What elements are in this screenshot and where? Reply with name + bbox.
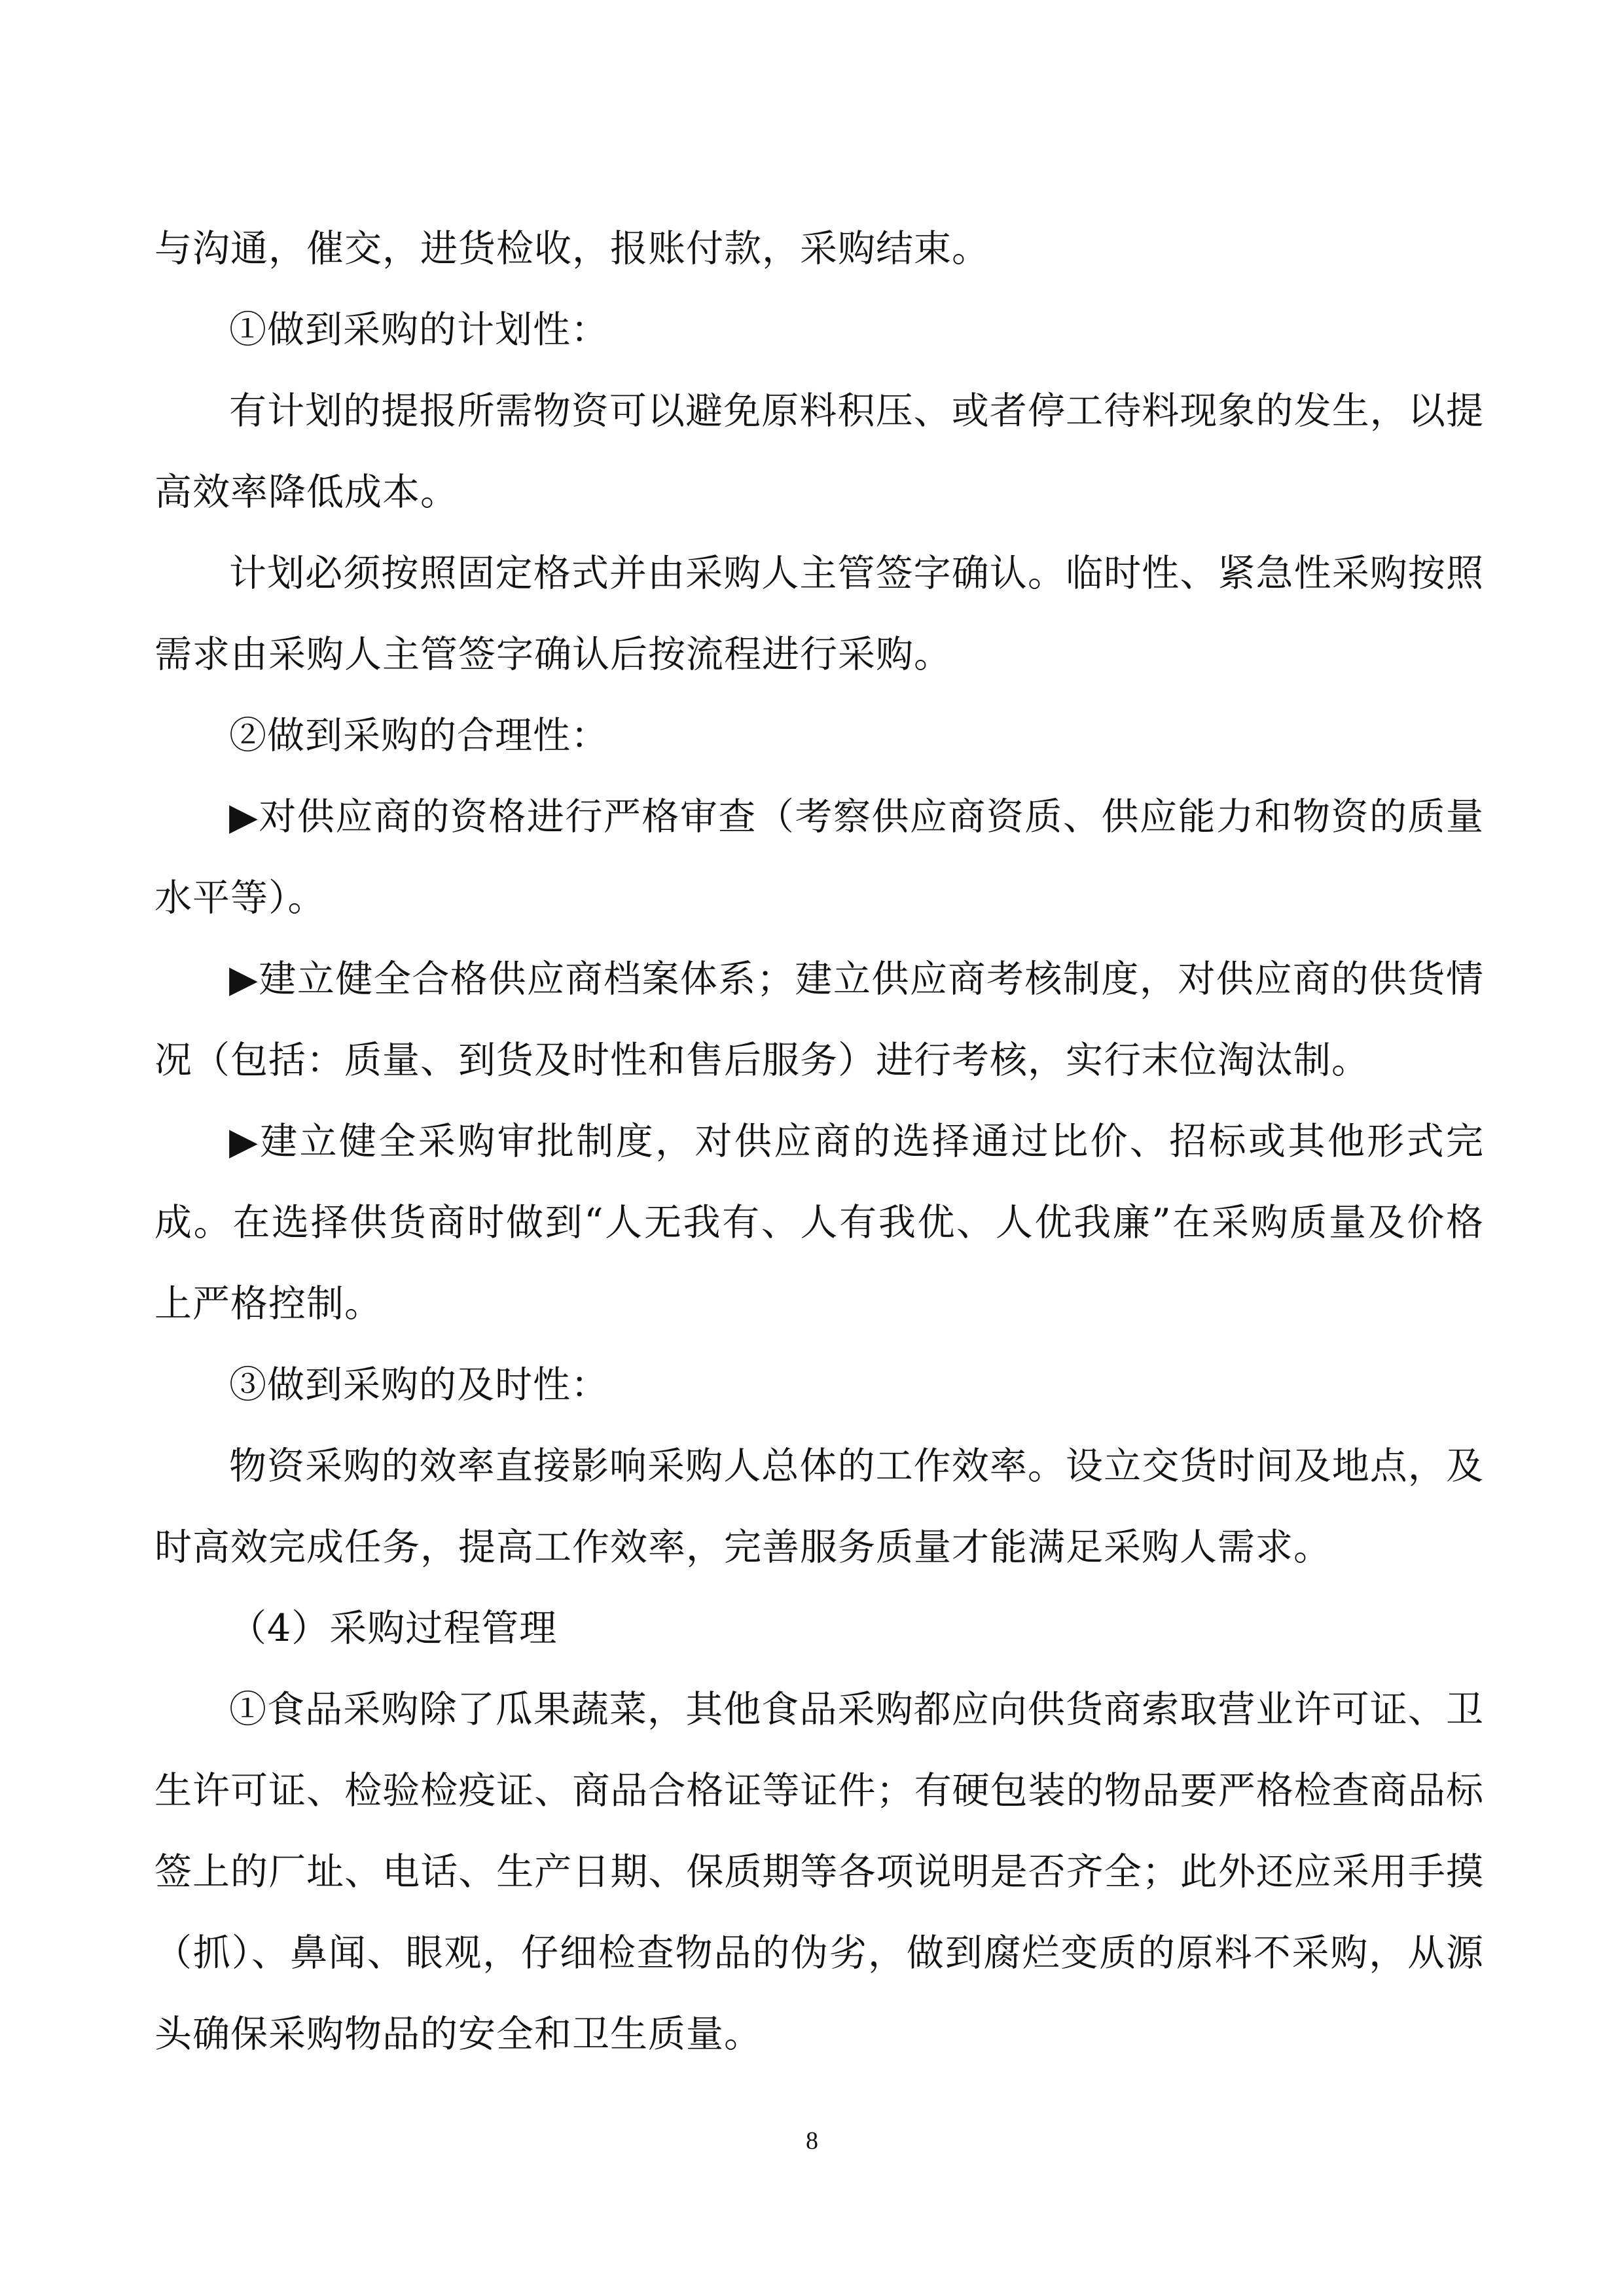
paragraph-food-procurement: ①食品采购除了瓜果蔬菜，其他食品采购都应向供货商索取营业许可证、卫生许可证、检验检疫证、商品合格证等证件；有硬包装的物品要严格检查商品标签上的厂址、电话、生产日期、保质期等各项说明是否齐全；此外还应采用手摸（抓）、鼻闻、眼观，仔细检查物品的伪劣，做到腐烂变质的原料不采购，从源头确保采购物品的安全和卫生质量。: [154, 1688, 1484, 2056]
paragraph-planning-approval: 计划必须按照固定格式并由采购人主管签字确认。临时性、紧急性采购按照需求由采购人主管签字确认后按流程进行采购。: [154, 552, 1484, 676]
heading-timeliness: ③做到采购的及时性：: [229, 1363, 609, 1407]
bullet-supplier-review: ▶对供应商的资格进行严格审查（考察供应商资质、供应能力和物资的质量水平等）。: [154, 795, 1484, 920]
heading-rationality: ②做到采购的合理性：: [229, 714, 609, 757]
paragraph-timeliness: 物资采购的效率直接影响采购人总体的工作效率。设立交货时间及地点，及时高效完成任务，提高工作效率，完善服务质量才能满足采购人需求。: [154, 1444, 1484, 1569]
heading-planning: ①做到采购的计划性：: [229, 308, 609, 351]
bullet-approval-system: ▶建立健全采购审批制度，对供应商的选择通过比价、招标或其他形式完成。在选择供货商时做到“人无我有、人有我优、人优我廉”在采购质量及价格上严格控制。: [154, 1120, 1484, 1325]
paragraph-planning-benefit: 有计划的提报所需物资可以避免原料积压、或者停工待料现象的发生，以提高效率降低成本。: [154, 389, 1484, 514]
bullet-supplier-archive: ▶建立健全合格供应商档案体系；建立供应商考核制度，对供应商的供货情况（包括：质量、到货及时性和售后服务）进行考核，实行末位淘汰制。: [154, 958, 1484, 1082]
body-text: [154, 208, 1484, 2075]
paragraph-continuation: 与沟通，催交，进货检收，报账付款，采购结束。: [154, 227, 990, 270]
page-number: 8: [806, 2127, 818, 2155]
section-heading-process: （4）采购过程管理: [229, 1607, 558, 1650]
